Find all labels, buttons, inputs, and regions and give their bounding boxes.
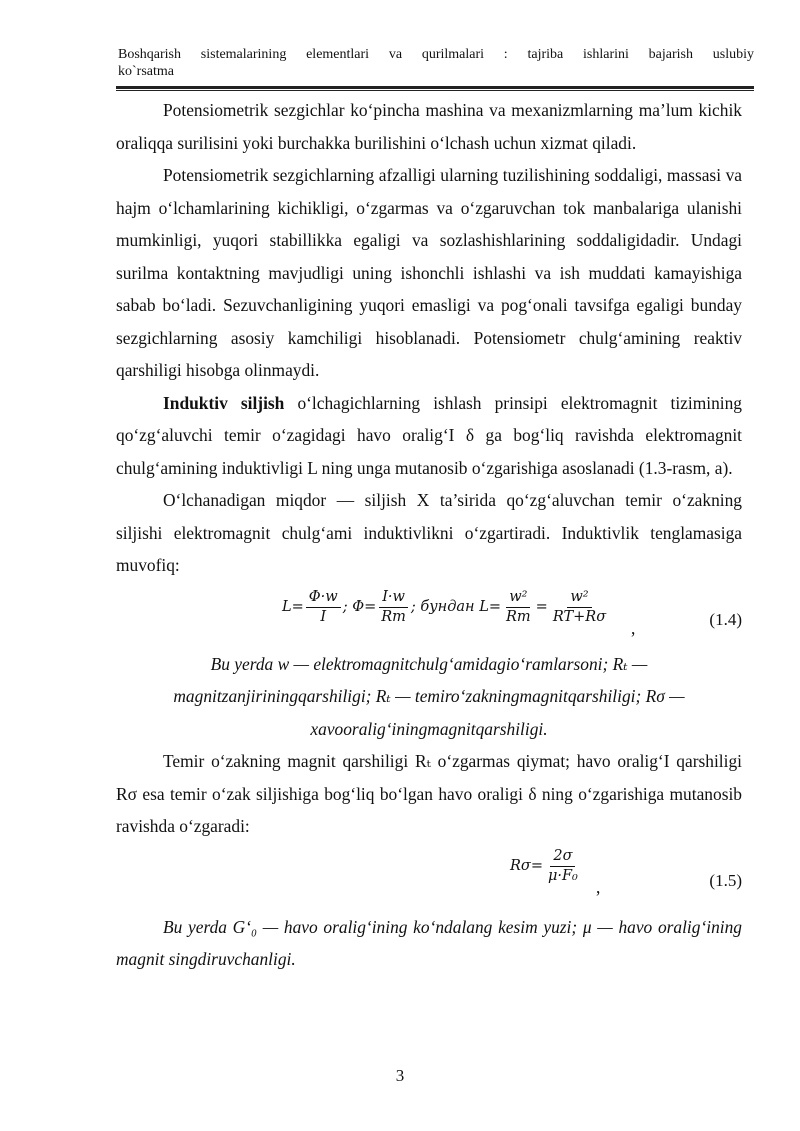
- equation-number-1-5: (1.5): [709, 870, 742, 890]
- caption-line-3: xavooralig‘iningmagnitqarshiligi.: [310, 718, 548, 739]
- equation-number-1-4: (1.4): [709, 609, 742, 629]
- page-number: 3: [395, 1066, 405, 1085]
- header-line-2: ko`rsatma: [118, 64, 174, 79]
- formula-1-4-comma: ,: [631, 617, 636, 638]
- formula-1-5-comma: ,: [596, 876, 601, 897]
- formula-1-4: [116, 582, 742, 648]
- paragraph-potentiometric-advantages: Potensiometrik sezgichlarning afzalligi ularning tuzilishining soddaligi, massasi va hajm o‘lchamlarining kichikligi, o‘zgarmas va o‘zgaruvchan tok manbalariga ulanishi mumkinligi, yuqori stabillikka egaligi va sozlashishlarining soddaligidadir. Undagi surilma kontaktning mavjudligi uning ishonchli ishlashi va ish muddati kamayishiga sabab bo‘ladi. Sezuvchanligining yuqori emasligi va pog‘onali tavsifga egaligi bunday sezgichlarning asosiy kamchiligi hisoblanadi. Potensiometr chulg‘amining reaktiv qarshiligi hisobga olinmaydi.: [116, 165, 742, 380]
- fraction-4: $\frac{\text{w²}}{RT+R\sigma}$: [552, 588, 607, 625]
- header-rule-thin: [116, 90, 754, 91]
- paragraph-where: Bu yerda G‘₀ — havo oralig‘ining ko‘ndalang kesim yuzi; μ — havo oralig‘ining magnit singdiruvchanligi.: [116, 916, 742, 969]
- formula-equals: =: [535, 598, 548, 615]
- header-rule-thick: [116, 86, 754, 89]
- paragraph-iron-core: Temir o‘zakning magnit qarshiligi Rₜ o‘zgarmas qiymat; havo oralig‘I qarshiligi Rσ esa temir o‘zak siljishiga bog‘liq bo‘lgan havo oraligi δ ning o‘zgarishiga mutanosib ravishda o‘zgaradi:: [116, 751, 742, 836]
- paragraph-potentiometric-intro: Potensiometrik sezgichlar ko‘pincha mashina va mexanizmlarning ma’lum kichik oraliqqa surilisini yoki burchakka burilishini o‘lchash uchun xizmat qiladi.: [116, 100, 742, 153]
- formula-lhs: L=: [282, 598, 304, 615]
- caption-line-1: Bu yerda w — elektromagnitchulg‘amidagio‘ramlarsoni; Rₜ —: [210, 653, 648, 674]
- caption-line-2: magnitzanjiriningqarshiligi; Rₜ — temiro‘zakningmagnitqarshiligi; Rσ —: [173, 686, 685, 706]
- inductive-text: o‘lchagichlarning ishlash prinsipi elektromagnit tizimining qo‘zg‘aluvchi temir o‘zagidagi havo oralig‘I δ ga bog‘liq ravishda elektromagnit chulg‘amining induktivligi L ning unga mutanosib o‘zgarishiga asoslanadi (1.3-rasm, a).: [116, 392, 742, 478]
- fraction-1-5: $\frac{2\sigma}{\text{μ·F₀}}$: [547, 847, 578, 884]
- header-line-1: Boshqarish sistemalarining elementlari va qurilmalari : tajriba ishlarini bajarish uslubiy: [118, 47, 754, 62]
- formula-sep-2: ; бундан L=: [410, 598, 501, 615]
- formula-1-5: [116, 843, 742, 911]
- formula-sep-1: ; Φ=: [342, 598, 377, 615]
- inductive-heading: Induktiv siljish: [163, 392, 285, 413]
- paragraph-measured-quantity: O‘lchanadigan miqdor — siljish X ta’sirida qo‘zg‘aluvchan temir o‘zakning siljishi elektromagnit chulg‘ami induktivlikni o‘zgartiradi. Induktivlik tenglamasiga muvofiq:: [116, 490, 742, 575]
- fraction-3: $\frac{\text{w²}}{Rm}$: [506, 588, 531, 625]
- formula-1-5-lhs: Rσ=: [510, 857, 543, 874]
- running-header: [118, 46, 754, 80]
- fraction-2: $\frac{I\cdot w}{Rm}$: [378, 588, 409, 627]
- document-body: [116, 94, 742, 976]
- fraction-1: $\frac{\Phi\cdot w}{I}$: [306, 588, 341, 627]
- paragraph-inductive: [116, 387, 742, 485]
